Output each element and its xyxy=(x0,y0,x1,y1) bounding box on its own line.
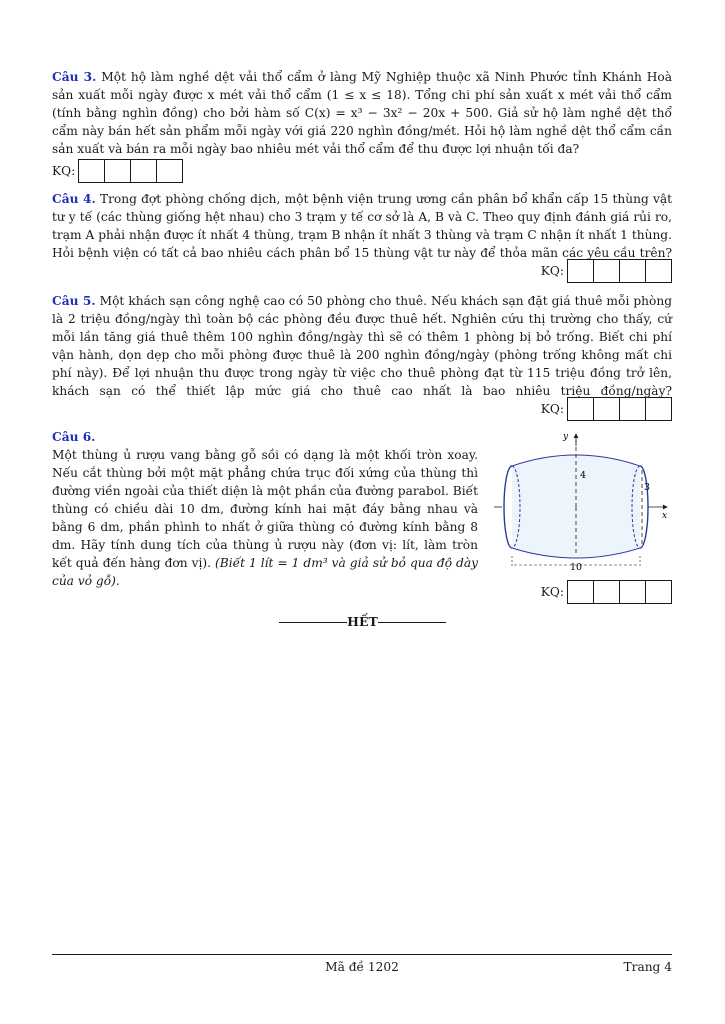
question-4-label: Câu 4. xyxy=(52,192,96,206)
question-5 xyxy=(52,292,672,418)
answer-label-4: KQ: xyxy=(540,264,564,278)
answer-row-4 xyxy=(541,259,672,283)
question-4 xyxy=(52,190,672,280)
question-3 xyxy=(52,68,672,183)
question-3-text: Một hộ làm nghề dệt vải thổ cẩm ở làng Mỹ Nghiệp thuộc xã Ninh Phước tỉnh Khánh Hoà sản xuất mỗi ngày được x mét vải thổ cẩm (1 ≤ x ≤ 18). Tổng chi phí sản xuất x mét vải thổ cẩm (tính bằng nghìn đồng) cho bởi hàm số C(x) = x³ − 3x² − 20x + 500. Giả sử hộ làm nghề dệt thổ cẩm này bán hết sản phẩm mỗi ngày với giá 220 nghìn đồng/mét. Hỏi hộ làm nghề dệt thổ cẩm cần sản xuất và bán ra mỗi ngày bao nhiêu mét vải thổ cẩm để thu được lợi nhuận tối đa? xyxy=(52,70,672,156)
question-6-label: Câu 6. xyxy=(52,430,96,444)
figure-label-10: 10 xyxy=(570,562,583,573)
question-6-note: (Biết 1 lít = 1 dm³ và giả sử bỏ qua độ dày của vỏ gỗ). xyxy=(52,556,478,588)
answer-label-5: KQ: xyxy=(540,402,564,416)
question-5-label: Câu 5. xyxy=(52,294,96,308)
figure-label-4: 4 xyxy=(580,470,587,481)
question-6-text: Một thùng ủ rượu vang bằng gỗ sồi có dạng là một khối tròn xoay. Nếu cắt thùng bởi một mặt phẳng chứa trục đối xứng của thùng thì đường viền ngoài của thiết diện là một phần của đường parabol. Biết thùng có chiều dài 10 dm, đường kính hai mặt đáy bằng nhau và bằng 6 dm, phần phình to nhất ở giữa thùng có đường kính bằng 8 dm. Hãy tính dung tích của thùng ủ rượu này (đơn vị: lít, làm tròn kết quả đến hàng đơn vị). xyxy=(52,448,478,570)
question-5-text: Một khách sạn công nghệ cao có 50 phòng cho thuê. Nếu khách sạn đặt giá thuê mỗi phòng là 2 triệu đồng/ngày thì toàn bộ các phòng đều được thuê hết. Nghiên cứu thị trường cho thấy, cứ mỗi lần tăng giá thuê thêm 100 nghìn đồng/ngày thì sẽ có thêm 1 phòng bị bỏ trống. Biết chi phí vận hành, dọn dẹp cho mỗi phòng được thuê là 200 nghìn đồng/ngày (phòng trống không mất chi phí này). Để lợi nhuận thu được trong ngày từ việc cho thuê phòng đạt từ 115 triệu đồng trở lên, khách sạn có thể thiết lập mức giá cho thuê cao nhất là bao nhiêu triệu đồng/ngày? xyxy=(52,294,672,398)
figure-label-3: 3 xyxy=(644,482,651,493)
answer-boxes-4[interactable] xyxy=(567,259,672,283)
exam-page xyxy=(52,68,672,633)
barrel-figure xyxy=(492,428,672,573)
answer-label-3: KQ: xyxy=(52,164,76,178)
end-line-left xyxy=(279,622,347,623)
question-4-text: Trong đợt phòng chống dịch, một bệnh viện trung ương cần phân bổ khẩn cấp 15 thùng vật tư y tế (các thùng giống hệt nhau) cho 3 trạm y tế cơ sở là A, B và C. Theo quy định đánh giá rủi ro, trạm A phải nhận được ít nhất 4 thùng, trạm B nhận ít nhất 3 thùng và trạm C nhận ít nhất 1 thùng. Hỏi bệnh viện có tất cả bao nhiêu cách phân bổ 15 thùng vật tư này để thỏa mãn các yêu cầu trên? xyxy=(52,192,672,260)
answer-row-5 xyxy=(541,397,672,421)
exam-code: Mã đề 1202 xyxy=(325,960,399,974)
end-text: HẾT xyxy=(347,614,378,629)
answer-boxes-6[interactable] xyxy=(567,580,672,604)
answer-label-6: KQ: xyxy=(540,585,564,599)
answer-boxes-5[interactable] xyxy=(567,397,672,421)
page-number: Trang 4 xyxy=(623,960,672,974)
answer-row-3 xyxy=(52,159,183,183)
question-6 xyxy=(52,428,672,633)
figure-x-label: x xyxy=(662,511,668,521)
end-line-right xyxy=(378,622,446,623)
answer-row-6 xyxy=(541,580,672,604)
answer-boxes-3[interactable] xyxy=(78,159,183,183)
footer-divider xyxy=(52,954,672,955)
end-marker xyxy=(0,614,725,629)
figure-y-label: y xyxy=(563,432,569,442)
question-3-label: Câu 3. xyxy=(52,70,97,84)
